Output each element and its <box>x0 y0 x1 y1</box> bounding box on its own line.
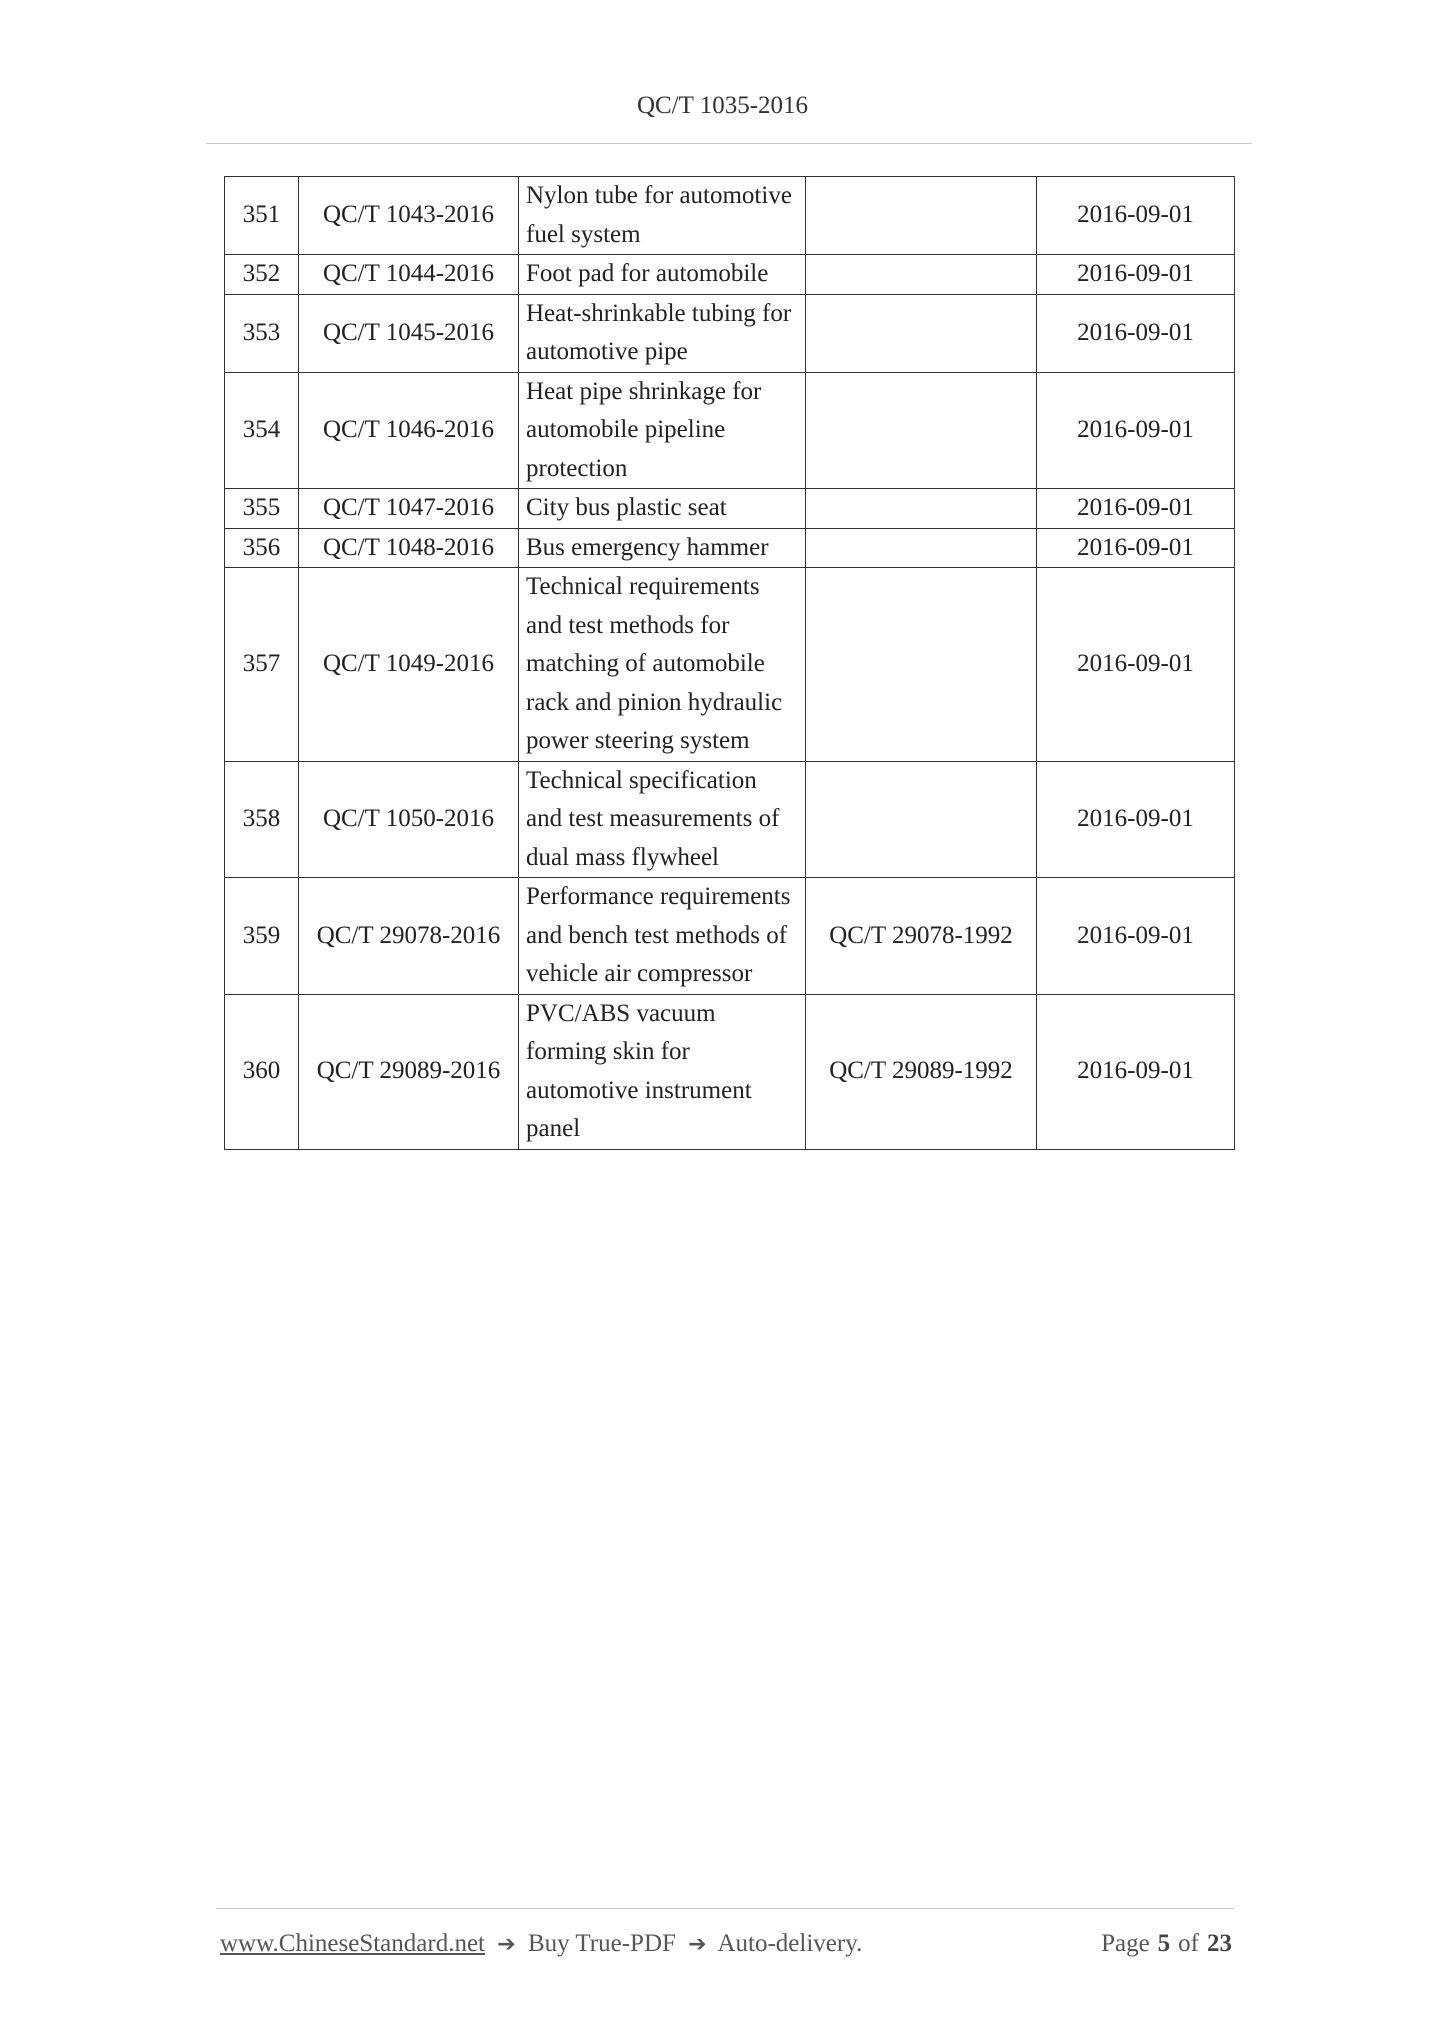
document-header-title: QC/T 1035-2016 <box>636 92 809 119</box>
total-pages-number: 23 <box>1207 1930 1232 1957</box>
replaced-standard: QC/T 29078-1992 <box>806 878 1037 995</box>
implementation-date: 2016-09-01 <box>1037 878 1235 995</box>
page-indicator <box>1101 1930 1232 1958</box>
replaced-standard <box>806 489 1037 529</box>
standard-code: QC/T 1046-2016 <box>299 372 519 489</box>
standard-name: PVC/ABS vacuum forming skin for automotive instrument panel <box>519 994 806 1149</box>
implementation-date: 2016-09-01 <box>1037 294 1235 372</box>
row-number: 353 <box>225 294 299 372</box>
table-row <box>225 568 1235 762</box>
standard-name: Heat pipe shrinkage for automobile pipeline protection <box>519 372 806 489</box>
row-number: 358 <box>225 761 299 878</box>
replaced-standard <box>806 177 1037 255</box>
standard-code: QC/T 1045-2016 <box>299 294 519 372</box>
implementation-date: 2016-09-01 <box>1037 177 1235 255</box>
replaced-standard <box>806 294 1037 372</box>
standard-code: QC/T 1048-2016 <box>299 528 519 568</box>
standard-code: QC/T 29078-2016 <box>299 878 519 995</box>
table-row <box>225 528 1235 568</box>
implementation-date: 2016-09-01 <box>1037 994 1235 1149</box>
implementation-date: 2016-09-01 <box>1037 372 1235 489</box>
implementation-date: 2016-09-01 <box>1037 255 1235 295</box>
standards-table <box>224 176 1235 1150</box>
standard-name: Technical requirements and test methods for matching of automobile rack and pinion hydraulic power steering system <box>519 568 806 762</box>
buy-true-pdf-text: Buy True-PDF <box>527 1930 676 1957</box>
row-number: 354 <box>225 372 299 489</box>
table-row <box>225 878 1235 995</box>
row-number: 352 <box>225 255 299 295</box>
page-label: Page <box>1101 1930 1150 1957</box>
standard-name: Technical specification and test measurements of dual mass flywheel <box>519 761 806 878</box>
footer-divider <box>216 1908 1234 1909</box>
replaced-standard <box>806 255 1037 295</box>
standard-name: City bus plastic seat <box>519 489 806 529</box>
replaced-standard <box>806 528 1037 568</box>
implementation-date: 2016-09-01 <box>1037 528 1235 568</box>
of-label: of <box>1178 1930 1199 1957</box>
table-row <box>225 761 1235 878</box>
row-number: 359 <box>225 878 299 995</box>
row-number: 356 <box>225 528 299 568</box>
standard-code: QC/T 1047-2016 <box>299 489 519 529</box>
implementation-date: 2016-09-01 <box>1037 489 1235 529</box>
table-row <box>225 177 1235 255</box>
table-row <box>225 489 1235 529</box>
row-number: 355 <box>225 489 299 529</box>
replaced-standard <box>806 372 1037 489</box>
replaced-standard: QC/T 29089-1992 <box>806 994 1037 1149</box>
standard-name: Foot pad for automobile <box>519 255 806 295</box>
row-number: 357 <box>225 568 299 762</box>
table-row <box>225 372 1235 489</box>
site-link[interactable]: www.ChineseStandard.net <box>220 1930 485 1957</box>
replaced-standard <box>806 761 1037 878</box>
standard-code: QC/T 1043-2016 <box>299 177 519 255</box>
row-number: 360 <box>225 994 299 1149</box>
arrow-right-icon: ➔ <box>688 1932 707 1957</box>
standard-name: Heat-shrinkable tubing for automotive pipe <box>519 294 806 372</box>
standard-code: QC/T 1049-2016 <box>299 568 519 762</box>
arrow-right-icon: ➔ <box>497 1932 516 1957</box>
standard-name: Bus emergency hammer <box>519 528 806 568</box>
replaced-standard <box>806 568 1037 762</box>
implementation-date: 2016-09-01 <box>1037 761 1235 878</box>
header-divider <box>206 143 1252 144</box>
standard-code: QC/T 1050-2016 <box>299 761 519 878</box>
standard-name: Performance requirements and bench test methods of vehicle air compressor <box>519 878 806 995</box>
standard-name: Nylon tube for automotive fuel system <box>519 177 806 255</box>
row-number: 351 <box>225 177 299 255</box>
table-row <box>225 294 1235 372</box>
standard-code: QC/T 1044-2016 <box>299 255 519 295</box>
standard-code: QC/T 29089-2016 <box>299 994 519 1149</box>
footer-promo <box>220 1930 862 1958</box>
table-row <box>225 255 1235 295</box>
current-page-number: 5 <box>1157 1930 1171 1957</box>
auto-delivery-text: Auto-delivery. <box>717 1930 863 1957</box>
implementation-date: 2016-09-01 <box>1037 568 1235 762</box>
table-row <box>225 994 1235 1149</box>
